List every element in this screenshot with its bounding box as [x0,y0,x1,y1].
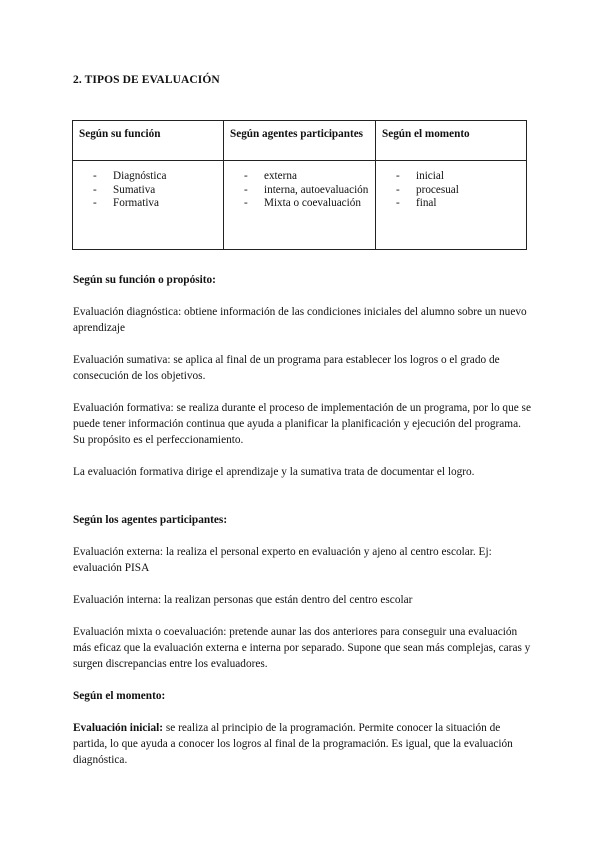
momento-heading: Según el momento: [73,690,166,702]
inicial-paragraph [73,720,533,768]
inicial-text: se realiza al principio de la programación. Permite conocer la situación de partida, lo que ayuda a conocer los logros al final de la programación. Es igual, que la evaluación diagnóstica. [73,722,513,766]
formativa-paragraph: Evaluación formativa: se realiza durante el proceso de implementación de un programa, por lo que se puede tener información continua que ayuda a planificar la planificación y ejecución del programa. Su propósito es el perfeccionamiento. [73,402,531,446]
header-momento: Según el momento [376,121,527,161]
cell-momento [376,161,527,250]
list-item: - Sumativa [79,184,217,198]
list-item: - final [382,197,520,211]
funcion-list [79,170,217,211]
agentes-list [230,170,369,211]
list-item: - Mixta o coevaluación [230,197,369,211]
list-item: - Formativa [79,197,217,211]
table-row [73,161,527,250]
list-item: - externa [230,170,369,184]
funcion-heading: Según su función o propósito: [73,274,216,286]
list-item: - interna, autoevaluación [230,184,369,198]
types-table [72,120,527,250]
externa-paragraph: Evaluación externa: la realiza el personal experto en evaluación y ajeno al centro escolar. Ej: evaluación PISA [73,546,492,574]
header-agentes: Según agentes participantes [224,121,376,161]
agentes-heading: Según los agentes participantes: [73,514,228,526]
header-funcion: Según su función [73,121,224,161]
interna-paragraph: Evaluación interna: la realizan personas que están dentro del centro escolar [73,594,413,606]
inicial-label: Evaluación inicial: [73,722,164,734]
momento-list [382,170,520,211]
cell-agentes [224,161,376,250]
sumativa-paragraph: Evaluación sumativa: se aplica al final de un programa para establecer los logros o el grado de consecución de los objetivos. [73,354,500,382]
diagnostica-paragraph: Evaluación diagnóstica: obtiene información de las condiciones iniciales del alumno sobre un nuevo aprendizaje [73,306,527,334]
cell-funcion [73,161,224,250]
section-title: 2. TIPOS DE EVALUACIÓN [73,74,220,86]
table-header-row [73,121,527,161]
list-item: - Diagnóstica [79,170,217,184]
list-item: - procesual [382,184,520,198]
mixta-paragraph: Evaluación mixta o coevaluación: pretende aunar las dos anteriores para conseguir una evaluación más eficaz que la evaluación externa e interna por separado. Supone que sean más complejas, caras y surgen discrepancias entre los evaluadores. [73,626,531,670]
formativa-sumativa-paragraph: La evaluación formativa dirige el aprendizaje y la sumativa trata de documentar el logro. [73,466,475,478]
list-item: - inicial [382,170,520,184]
